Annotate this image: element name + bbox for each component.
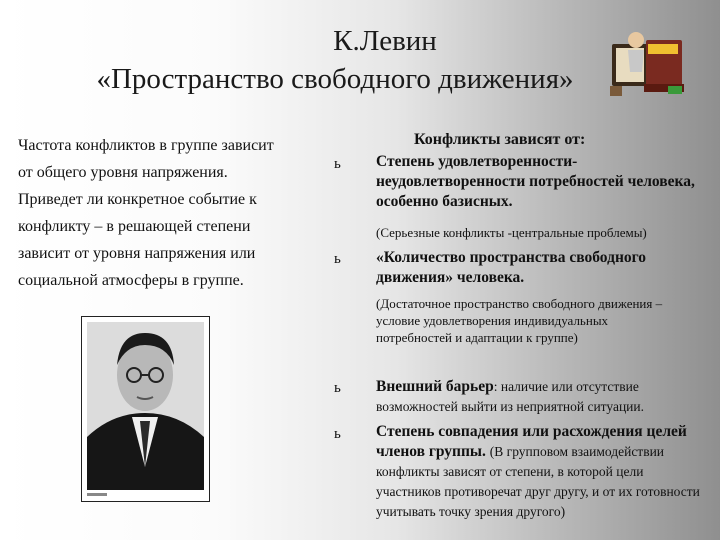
portrait-photo [81, 316, 210, 502]
bullet-glyph: ь [334, 426, 341, 442]
factor-4-rest: (В групповом взаимодействии конфликты зависят от степени, в которой цели участников противоречат друг другу, и от их готовности учитывать точку зрения другого) [376, 444, 700, 519]
factor-4 [376, 422, 701, 522]
factor-4-bold: Степень совпадения или расхождения целей членов группы. [376, 423, 687, 460]
title-line-1: К.Левин [333, 25, 437, 57]
left-line: Приведет ли конкретное событие к [18, 191, 257, 208]
bullet-glyph: ь [334, 380, 341, 396]
left-line: конфликту – в решающей степени [18, 218, 251, 235]
bullet-glyph: ь [334, 251, 341, 267]
factor-2-note: (Достаточное пространство свободного движения – условие удовлетворения индивидуальных потребностей и адаптации к группе) [376, 296, 663, 345]
left-paragraph [18, 132, 318, 294]
factors-heading: Конфликты зависят от: [414, 131, 586, 148]
factor-2: «Количество пространства свободного движения» человека. [376, 249, 647, 286]
factor-3 [376, 377, 711, 417]
factor-3-rest: : наличие или отсутствие возможностей выйти из неприятной ситуации. [376, 379, 645, 414]
left-line: от общего уровня напряжения. [18, 164, 228, 181]
bullet-glyph: ь [334, 156, 341, 172]
left-line: зависит от уровня напряжения или [18, 245, 256, 262]
factor-3-bold: Внешний барьер [376, 378, 494, 395]
book-with-figure-icon [608, 26, 688, 100]
factor-1-note: (Серьезные конфликты -центральные проблемы) [376, 225, 647, 240]
factor-1: Степень удовлетворенности-неудовлетворенности потребностей человека, особенно базисных. [376, 153, 695, 210]
title-line-2: «Пространство свободного движения» [96, 63, 574, 95]
left-line: социальной атмосферы в группе. [18, 272, 244, 289]
left-line: Частота конфликтов в группе зависит [18, 137, 274, 154]
